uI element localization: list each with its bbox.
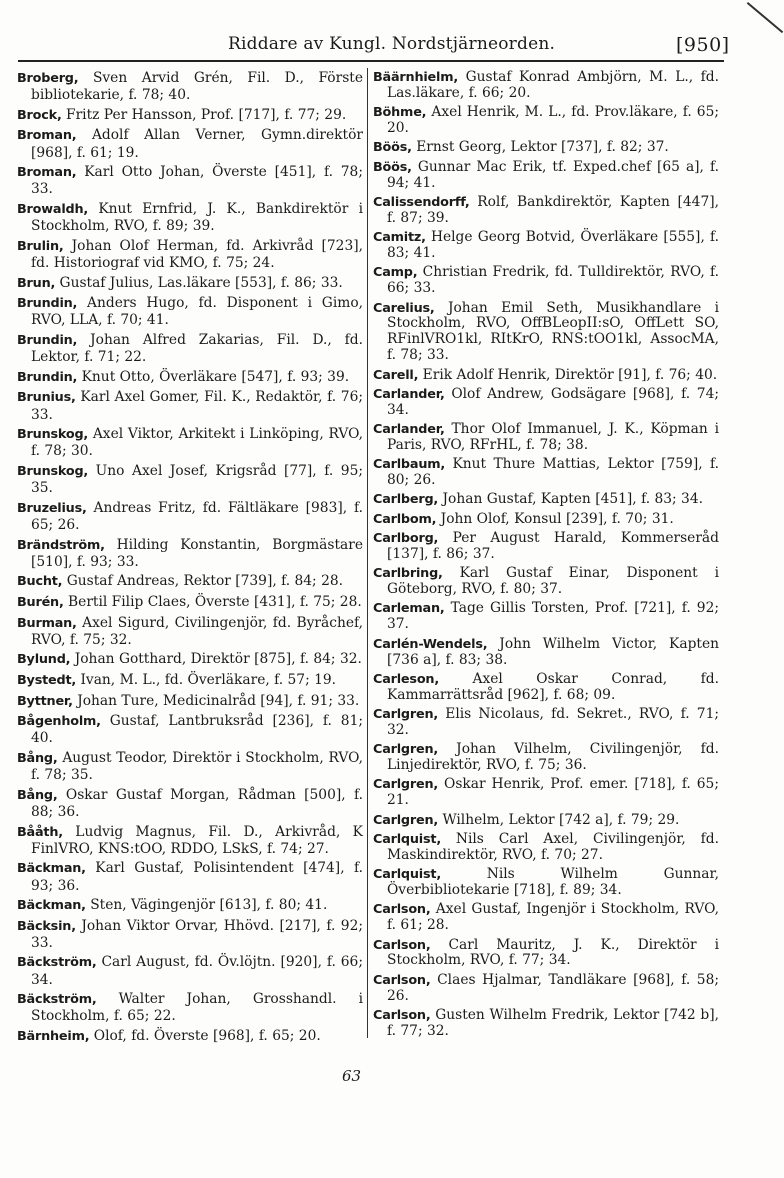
page-header-title: Riddare av Kungl. Nordstjärneorden.: [228, 34, 556, 54]
entry-surname: Camp,: [373, 265, 418, 281]
entry-surname: Carlgren,: [373, 777, 439, 793]
entry-details: Fritz Per Hansson, Prof. [717], f. 77; 29.: [66, 106, 347, 123]
register-entry: [17, 463, 363, 496]
register-entry: [17, 693, 363, 710]
entry-details: Per August Harald, Kommerseråd [137], f. 86; 37.: [387, 530, 719, 562]
register-entry: [17, 824, 363, 857]
register-entry: [373, 230, 719, 262]
entry-surname: Bäckström,: [17, 992, 97, 1008]
register-entry: [17, 537, 363, 570]
register-entry: [373, 813, 719, 829]
entry-surname: Bystedt,: [17, 672, 77, 688]
entry-details: Gustaf Julius, Las.läkare [553], f. 86; 33.: [59, 274, 343, 291]
entry-surname: Böhme,: [373, 105, 427, 121]
entry-surname: Bucht,: [17, 574, 63, 590]
register-entry: [373, 1008, 719, 1040]
entry-surname: Broman,: [17, 128, 77, 144]
register-entry: [17, 369, 363, 386]
entry-details: John Olof, Konsul [239], f. 70; 31.: [440, 510, 674, 527]
register-entry: [17, 127, 363, 160]
entry-details: Adolf Allan Verner, Gymn.direktör [968], f. 61; 19.: [31, 127, 363, 161]
entry-surname: Byttner,: [17, 693, 73, 709]
entry-surname: Carlbaum,: [373, 457, 446, 473]
entry-surname: Carlborg,: [373, 531, 439, 547]
register-entry: [373, 777, 719, 809]
entry-details: Gustaf, Lantbruksråd [236], f. 81; 40.: [31, 713, 363, 747]
entry-surname: Broman,: [17, 165, 77, 181]
register-entry: [17, 332, 363, 365]
entry-surname: Bäckström,: [17, 955, 97, 971]
entry-details: Ernst Georg, Lektor [737], f. 82; 37.: [416, 139, 669, 156]
entry-details: Johan Emil Seth, Musikhandlare i Stockholm, RVO, OffBLeopII:sO, OffLett SO, RFinlVRO1kl, RItKrO, RNS:tOO1kl, AssocMA, f. 78; 33.: [387, 299, 720, 364]
entry-details: Claes Hjalmar, Tandläkare [968], f. 58; 26.: [387, 971, 720, 1004]
entry-surname: Bruzelius,: [17, 500, 87, 516]
register-entry: [373, 672, 719, 704]
register-entry: [17, 201, 363, 234]
register-entry: [373, 160, 719, 192]
entry-details: Uno Axel Josef, Krigsråd [77], f. 95; 35.: [31, 462, 363, 497]
entry-details: Johan Gustaf, Kapten [451], f. 83; 34.: [442, 491, 703, 508]
entry-details: Anders Hugo, fd. Disponent i Gimo, RVO, LLA, f. 70; 41.: [31, 295, 364, 329]
entry-surname: Bärnheim,: [17, 1029, 90, 1045]
register-entry: [373, 265, 719, 297]
entry-details: Karl Axel Gomer, Fil. K., Redaktör, f. 76; 33.: [31, 389, 363, 423]
entry-surname: Brundin,: [17, 332, 78, 348]
entry-details: Johan Olof Herman, fd. Arkivråd [723], fd. Historiograf vid KMO, f. 75; 24.: [31, 237, 363, 271]
entry-details: Knut Ernfrid, J. K., Bankdirektör i Stockholm, RVO, f. 89; 39.: [31, 200, 363, 235]
entry-surname: Carleson,: [373, 671, 439, 687]
entry-details: Johan Vilhelm, Civilingenjör, fd. Linjedirektör, RVO, f. 75; 36.: [387, 741, 719, 774]
entry-details: Rolf, Bankdirektör, Kapten [447], f. 87; 39.: [387, 193, 719, 226]
entry-details: Oskar Henrik, Prof. emer. [718], f. 65; 21.: [387, 776, 719, 809]
entry-details: Helge Georg Botvid, Överläkare [555], f. 83; 41.: [387, 229, 719, 262]
entry-surname: Burman,: [17, 615, 77, 631]
register-entry: [17, 954, 363, 987]
register-entry: [373, 742, 719, 774]
entry-surname: Carlson,: [373, 972, 431, 988]
page-number: 63: [342, 1067, 362, 1085]
entry-surname: Carlson,: [373, 902, 431, 918]
entry-surname: Bååth,: [17, 824, 63, 840]
entry-surname: Browaldh,: [17, 201, 89, 217]
register-entry: [17, 426, 363, 459]
register-entry: [373, 637, 719, 669]
entry-details: Knut Thure Mattias, Lektor [759], f. 80; 26.: [387, 456, 720, 489]
entry-surname: Brändström,: [17, 537, 105, 553]
entry-details: Axel Sigurd, Civilingenjör, fd. Byråchef, RVO, f. 75; 32.: [31, 614, 364, 648]
header-rule: [18, 60, 724, 62]
entry-details: Oskar Gustaf Morgan, Rådman [500], f. 88; 36.: [31, 786, 363, 820]
entry-details: Gunnar Mac Erik, tf. Exped.chef [65 a], f. 94; 41.: [387, 158, 719, 191]
entry-surname: Carlgren,: [373, 812, 439, 828]
register-entry: [373, 422, 719, 454]
entry-surname: Bågenholm,: [17, 714, 101, 730]
entry-details: Bertil Filip Claes, Överste [431], f. 75; 28.: [68, 593, 362, 610]
entry-surname: Brulin,: [17, 238, 64, 254]
entry-details: Karl Gustaf, Polisintendent [474], f. 93; 36.: [31, 860, 363, 894]
entry-surname: Brunskog,: [17, 463, 89, 479]
entry-surname: Carlander,: [373, 422, 445, 438]
entry-details: Carl Mauritz, J. K., Direktör i Stockholm, RVO, f. 77; 34.: [387, 936, 719, 969]
entry-surname: Brundin,: [17, 369, 78, 385]
entry-details: Tage Gillis Torsten, Prof. [721], f. 92; 37.: [387, 600, 720, 633]
page-header-reference: [950]: [676, 34, 730, 56]
entry-details: John Wilhelm Victor, Kapten [736 a], f. 83; 38.: [387, 635, 719, 668]
entry-surname: Carlbring,: [373, 566, 443, 582]
register-entry: [17, 615, 363, 648]
register-entry: [373, 566, 719, 598]
entry-details: Walter Johan, Grosshandl. i Stockholm, f. 65; 22.: [31, 991, 363, 1025]
entry-surname: Bäckman,: [17, 898, 86, 914]
register-entry: [373, 140, 719, 156]
register-entry: [17, 713, 363, 746]
entry-surname: Bylund,: [17, 652, 71, 668]
left-column: [17, 70, 363, 1049]
entry-details: Axel Henrik, M. L., fd. Prov.läkare, f. 65; 20.: [387, 104, 719, 137]
entry-details: Elis Nicolaus, fd. Sekret., RVO, f. 71; 32.: [387, 706, 719, 738]
entry-surname: Carlquist,: [373, 831, 441, 847]
register-entry: [373, 938, 719, 970]
entry-details: Axel Viktor, Arkitekt i Linköping, RVO, f. 78; 30.: [31, 426, 364, 460]
register-entry: [17, 787, 363, 820]
register-entry: [17, 295, 363, 328]
register-entry: [373, 832, 719, 864]
entry-surname: Camitz,: [373, 230, 426, 246]
entry-surname: Carlberg,: [373, 492, 439, 508]
entry-details: Carl August, fd. Öv.löjtn. [920], f. 66; 34.: [31, 954, 363, 988]
entry-details: Wilhelm, Lektor [742 a], f. 79; 29.: [442, 811, 680, 828]
entry-surname: Bäckman,: [17, 861, 86, 877]
entry-details: Johan Gotthard, Direktör [875], f. 84; 32.: [74, 651, 362, 668]
entry-details: Axel Oskar Conrad, fd. Kammarrättsråd [962], f. 68; 09.: [387, 670, 719, 703]
entry-surname: Carlson,: [373, 1007, 431, 1023]
entry-surname: Brun,: [17, 275, 56, 291]
entry-details: Ludvig Magnus, Fil. D., Arkivråd, K FinlVRO, KNS:tOO, RDDO, LSkS, f. 74; 27.: [31, 823, 363, 857]
entry-surname: Böös,: [373, 140, 412, 156]
register-entry: [373, 902, 719, 934]
entry-surname: Brock,: [17, 107, 62, 123]
register-entry: [17, 500, 363, 533]
register-entry: [17, 107, 363, 124]
register-entry: [373, 368, 719, 384]
entry-surname: Broberg,: [17, 71, 79, 86]
register-entry: [373, 512, 719, 528]
entry-details: Karl Otto Johan, Överste [451], f. 78; 33.: [31, 164, 363, 198]
entry-surname: Böös,: [373, 159, 412, 175]
entry-details: Christian Fredrik, fd. Tulldirektör, RVO, f. 66; 33.: [387, 264, 719, 297]
entry-surname: Carlbom,: [373, 511, 437, 527]
entry-surname: Carelius,: [373, 300, 435, 316]
entry-surname: Burén,: [17, 594, 64, 610]
entry-surname: Carell,: [373, 367, 419, 383]
right-column: [373, 70, 719, 1043]
register-entry: [17, 238, 363, 271]
register-entry: [373, 601, 719, 633]
entry-surname: Carlander,: [373, 386, 445, 402]
entry-surname: Carlén-Wendels,: [373, 636, 488, 652]
entry-details: Johan Ture, Medicinalråd [94], f. 91; 33.: [77, 692, 360, 709]
entry-details: Gusten Wilhelm Fredrik, Lektor [742 b], f. 77; 32.: [387, 1006, 719, 1039]
register-entry: [17, 389, 363, 422]
entry-details: Ivan, M. L., fd. Överläkare, f. 57; 19.: [80, 671, 337, 688]
register-entry: [373, 492, 719, 508]
entry-surname: Bång,: [17, 787, 58, 803]
entry-surname: Brunius,: [17, 390, 76, 406]
entry-details: Erik Adolf Henrik, Direktör [91], f. 76; 40.: [422, 366, 718, 383]
register-entry: [373, 457, 719, 489]
entry-details: Axel Gustaf, Ingenjör i Stockholm, RVO, f. 61; 28.: [387, 901, 719, 934]
register-entry: [17, 750, 363, 783]
entry-details: Hilding Konstantin, Borgmästare [510], f. 93; 33.: [31, 536, 363, 570]
register-entry: [17, 275, 363, 292]
register-entry: [373, 387, 719, 419]
entry-surname: Bäcksin,: [17, 918, 76, 934]
register-entry: [373, 707, 719, 739]
entry-details: Gustaf Konrad Ambjörn, M. L., fd. Las.läkare, f. 66; 20.: [387, 69, 719, 101]
entry-details: Olof, fd. Överste [968], f. 65; 20.: [93, 1028, 321, 1045]
register-entry: [17, 164, 363, 197]
entry-details: Knut Otto, Överläkare [547], f. 93; 39.: [81, 368, 350, 385]
corner-pen-mark: [747, 2, 784, 33]
entry-details: Thor Olof Immanuel, J. K., Köpman i Paris, RVO, RFrHL, f. 78; 38.: [387, 421, 719, 453]
register-entry: [17, 918, 363, 951]
register-entry: [17, 573, 363, 590]
entry-surname: Carlquist,: [373, 867, 441, 883]
entry-surname: Carlgren,: [373, 707, 439, 723]
entry-surname: Brunskog,: [17, 427, 89, 443]
register-entry: [373, 301, 719, 365]
register-entry: [373, 70, 719, 102]
entry-details: Sven Arvid Grén, Fil. D., Förste bibliotekarie, f. 78; 40.: [31, 70, 363, 104]
column-divider: [367, 68, 368, 1038]
register-entry: [17, 991, 363, 1024]
entry-surname: Carlgren,: [373, 742, 439, 758]
entry-details: Olof Andrew, Godsägare [968], f. 74; 34.: [387, 385, 719, 418]
register-entry: [373, 531, 719, 563]
entry-details: Nils Carl Axel, Civilingenjör, fd. Maskindirektör, RVO, f. 70; 27.: [387, 830, 719, 863]
entry-details: August Teodor, Direktör i Stockholm, RVO, f. 78; 35.: [31, 749, 364, 784]
entry-details: Andreas Fritz, fd. Fältläkare [983], f. 65; 26.: [31, 499, 363, 533]
register-entry: [17, 70, 363, 103]
entry-surname: Calissendorff,: [373, 194, 470, 210]
entry-details: Sten, Vägingenjör [613], f. 80; 41.: [90, 897, 328, 914]
entry-details: Johan Alfred Zakarias, Fil. D., fd. Lektor, f. 71; 22.: [31, 331, 363, 366]
register-entry: [373, 105, 719, 137]
entry-details: Gustaf Andreas, Rektor [739], f. 84; 28.: [66, 573, 344, 590]
register-entry: [17, 1028, 363, 1045]
register-entry: [373, 973, 719, 1005]
entry-surname: Carlson,: [373, 937, 431, 953]
register-entry: [17, 672, 363, 689]
entry-details: Karl Gustaf Einar, Disponent i Göteborg, RVO, f. 80; 37.: [387, 565, 719, 598]
entry-surname: Bång,: [17, 750, 58, 766]
entry-surname: Bäärnhielm,: [373, 70, 459, 85]
entry-details: Johan Viktor Orvar, Hhövd. [217], f. 92; 33.: [31, 917, 363, 951]
register-entry: [17, 860, 363, 893]
register-entry: [373, 867, 719, 899]
register-entry: [17, 897, 363, 914]
entry-surname: Brundin,: [17, 296, 78, 312]
register-entry: [17, 594, 363, 611]
register-entry: [17, 651, 363, 668]
entry-details: Nils Wilhelm Gunnar, Överbibliotekarie [718], f. 89; 34.: [387, 866, 720, 899]
register-entry: [373, 195, 719, 227]
entry-surname: Carleman,: [373, 601, 445, 617]
